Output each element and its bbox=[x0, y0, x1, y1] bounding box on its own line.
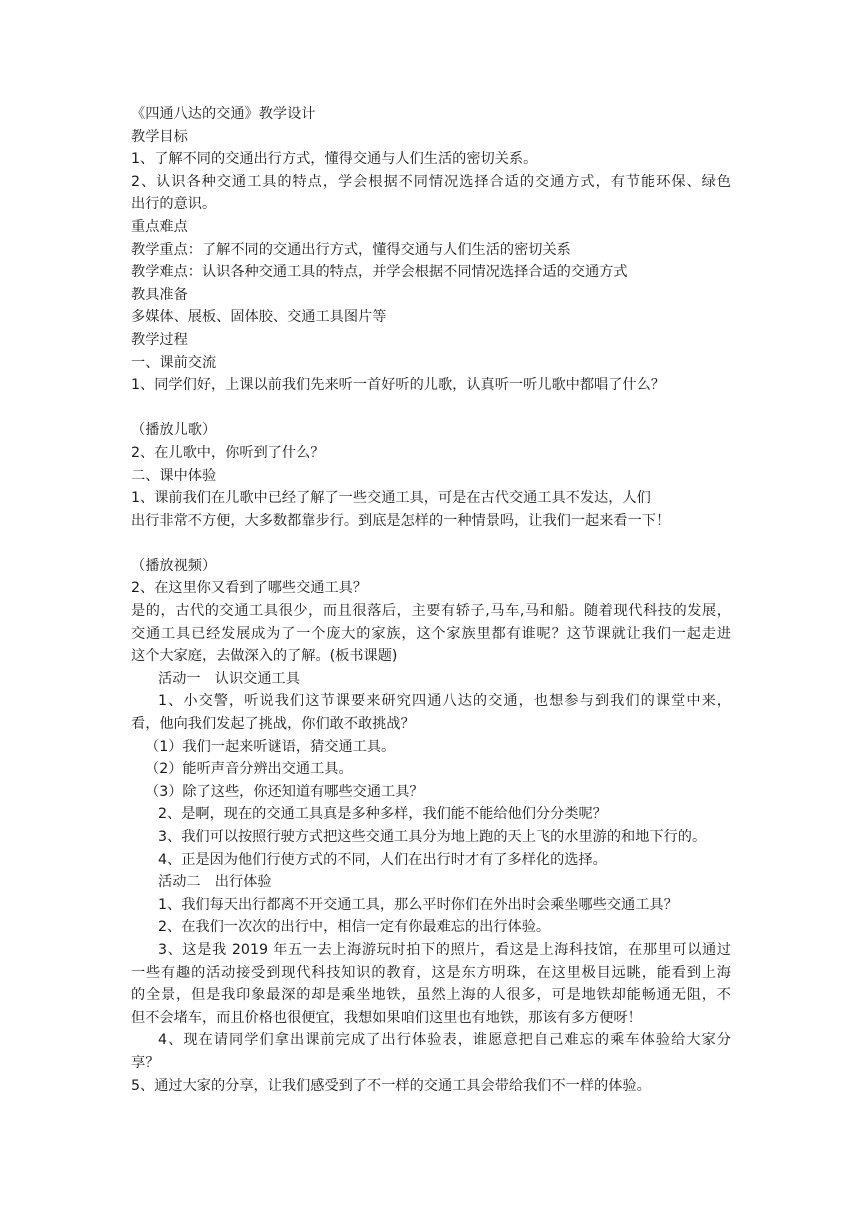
part-2-paragraph-1-line-2: 出行非常不方便，大多数都靠步行。到底是怎样的一种情景吗，让我们一起来看一下！ bbox=[131, 512, 671, 529]
activity-2-heading: 活动二 出行体验 bbox=[158, 874, 272, 891]
activity-2-paragraph-3-line-2: 一些有趣的活动接受到现代科技知识的教育，这是东方明珠，在这里极目远眺，能看到上海 bbox=[131, 964, 731, 981]
activity-2-paragraph-1: 1、我们每天出行都离不开交通工具，那么平时你们在外出时会乘坐哪些交通工具？ bbox=[158, 896, 678, 913]
part-2-paragraph-3-line-1: 是的，古代的交通工具很少，而且很落后，主要有轿子,马车,马和船。随着现代科技的发展， bbox=[131, 603, 731, 620]
objectives-heading: 教学目标 bbox=[131, 128, 188, 145]
key-points-heading: 重点难点 bbox=[131, 218, 188, 235]
key-point: 教学重点：了解不同的交通出行方式，懂得交通与人们生活的密切关系 bbox=[131, 241, 571, 258]
part-1-heading: 一、课前交流 bbox=[131, 354, 217, 371]
play-video-note: （播放视频） bbox=[131, 557, 217, 574]
part-2-question-2: 2、在这里你又看到了哪些交通工具？ bbox=[131, 580, 368, 597]
activity-1-heading: 活动一 认识交通工具 bbox=[158, 670, 300, 687]
objective-1: 1、了解不同的交通出行方式，懂得交通与人们生活的密切关系。 bbox=[131, 151, 538, 168]
process-heading: 教学过程 bbox=[131, 331, 188, 348]
activity-2-paragraph-3-line-4: 但不会堵车，而且价格也很便宜，我想如果咱们这里也有地铁，那该有多方便呀！ bbox=[131, 1009, 642, 1026]
materials-heading: 教具准备 bbox=[131, 286, 188, 303]
play-song-note: （播放儿歌） bbox=[131, 422, 217, 439]
blank-line bbox=[131, 532, 731, 555]
activity-1-sub-item-1: （1）我们一起来听谜语，猜交通工具。 bbox=[145, 738, 396, 755]
document-body bbox=[131, 103, 731, 1097]
activity-1-paragraph-3: 3、我们可以按照行驶方式把这些交通工具分为地上跑的天上飞的水里游的和地下行的。 bbox=[158, 829, 707, 845]
part-2-heading: 二、课中体验 bbox=[131, 467, 217, 484]
activity-1-paragraph-1-line-1: 1、小交警，听说我们这节课要来研究四通八达的交通，也想参与到我们的课堂中来， bbox=[158, 693, 731, 710]
document-title: 《四通八达的交通》教学设计 bbox=[131, 106, 316, 122]
activity-2-paragraph-4-line-1: 4、现在请同学们拿出课前完成了出行体验表，谁愿意把自己难忘的乘车体验给大家分 bbox=[158, 1032, 731, 1049]
objective-2-line-1: 2、认识各种交通工具的特点，学会根据不同情况选择合适的交通方式，有节能环保、绿色 bbox=[131, 173, 731, 190]
blank-line bbox=[131, 397, 731, 420]
activity-1-sub-item-3: （3）除了这些，你还知道有哪些交通工具？ bbox=[145, 783, 424, 800]
part-2-paragraph-3-line-2: 交通工具已经发展成为了一个庞大的家族，这个家族里都有谁呢？这节课就让我们一起走进 bbox=[131, 625, 731, 642]
activity-2-paragraph-3-line-1: 3、这是我 2019 年五一去上海游玩时拍下的照片，看这是上海科技馆，在那里可以通过 bbox=[158, 941, 731, 958]
activity-2-paragraph-5: 5、通过大家的分享，让我们感受到了不一样的交通工具会带给我们不一样的体验。 bbox=[131, 1077, 651, 1094]
part-1-question-2: 2、在儿歌中，你听到了什么？ bbox=[131, 444, 325, 461]
activity-1-sub-item-2: （2）能听声音分辨出交通工具。 bbox=[145, 761, 353, 778]
activity-1-paragraph-2: 2、是啊，现在的交通工具真是多种多样，我们能不能给他们分分类呢？ bbox=[158, 806, 607, 823]
activity-2-paragraph-2: 2、在我们一次次的出行中，相信一定有你最难忘的出行体验。 bbox=[158, 919, 551, 936]
part-2-paragraph-1-line-1: 1、课前我们在儿歌中已经了解了一些交通工具，可是在古代交通工具不发达，人们 bbox=[131, 490, 651, 507]
part-2-paragraph-3-line-3: 这个大家庭，去做深入的了解。(板书课题) bbox=[131, 648, 398, 665]
activity-2-paragraph-4-line-2: 享？ bbox=[131, 1054, 160, 1071]
materials-list: 多媒体、展板、固体胶、交通工具图片等 bbox=[131, 309, 387, 326]
difficult-point: 教学难点：认识各种交通工具的特点，并学会根据不同情况选择合适的交通方式 bbox=[131, 264, 628, 281]
activity-2-paragraph-3-line-3: 的全景，但是我印象最深的却是乘坐地铁，虽然上海的人很多，可是地铁却能畅通无阻，不 bbox=[131, 987, 731, 1004]
part-1-question-1: 1、同学们好，上课以前我们先来听一首好听的儿歌，认真听一听儿歌中都唱了什么？ bbox=[131, 377, 665, 394]
activity-1-paragraph-1-line-2: 看，他向我们发起了挑战，你们敢不敢挑战？ bbox=[131, 716, 415, 733]
objective-2-line-2: 出行的意识。 bbox=[131, 196, 217, 213]
activity-1-paragraph-4: 4、正是因为他们行使方式的不同，人们在出行时才有了多样化的选择。 bbox=[158, 851, 607, 868]
